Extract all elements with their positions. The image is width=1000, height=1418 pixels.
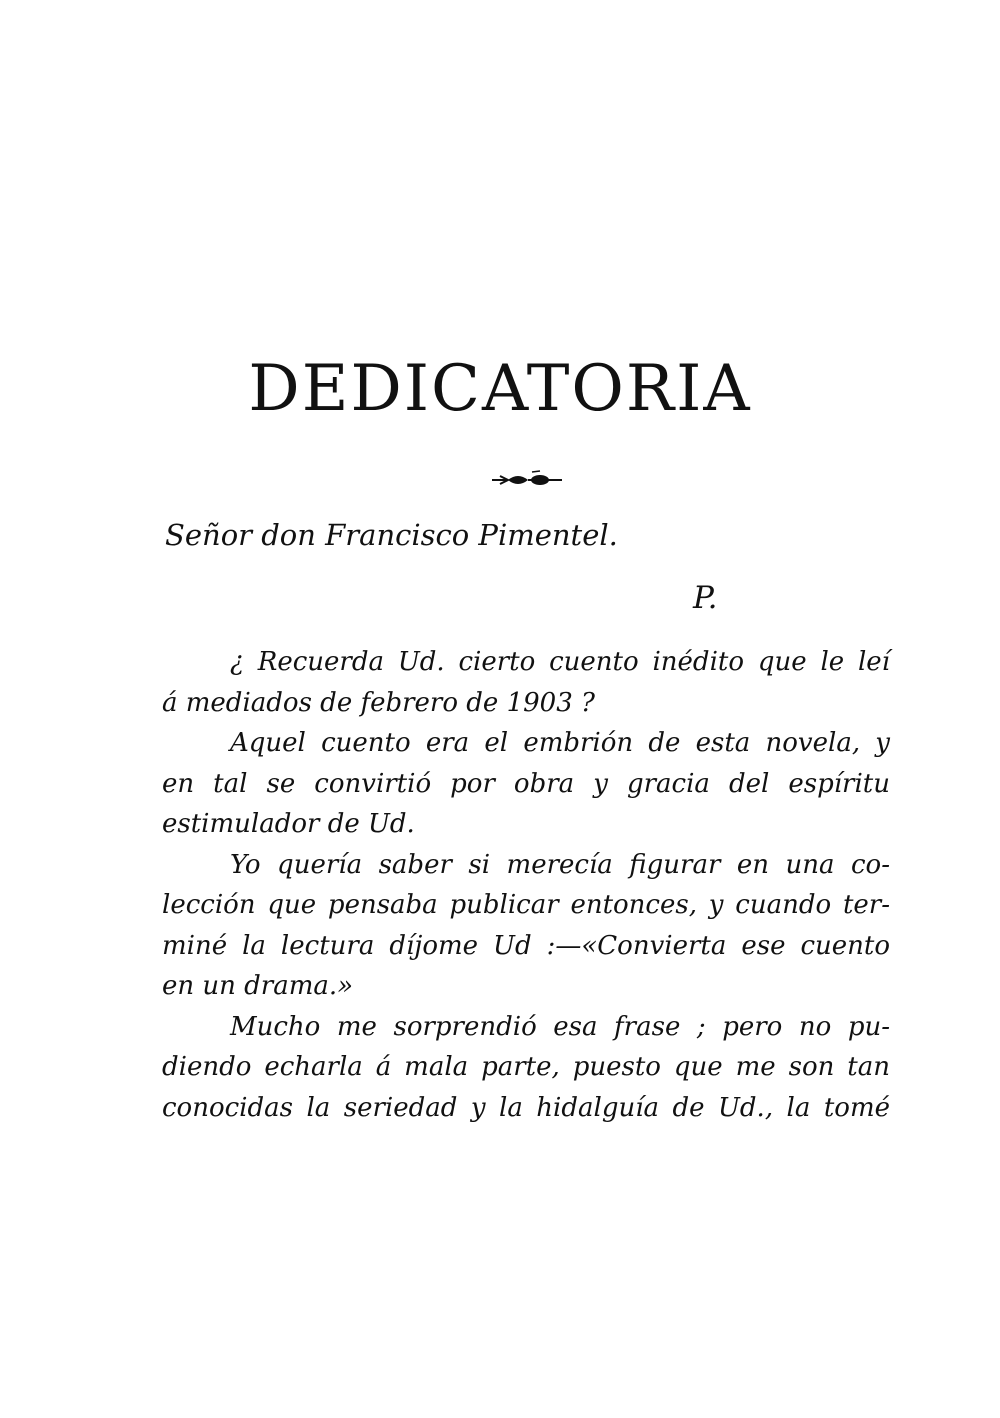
text-line: estimulador de Ud. xyxy=(162,809,415,839)
page-title: DEDICATORIA xyxy=(248,352,752,426)
paragraph xyxy=(162,845,890,1007)
text-line: diendo echarla á mala parte, puesto que me son tan xyxy=(162,1052,890,1082)
text-line: Mucho me sorprendió esa frase ; pero no pu- xyxy=(230,1011,890,1042)
text-line: á mediados de febrero de 1903 ? xyxy=(162,687,595,718)
text-line: ¿ Recuerda Ud. cierto cuento inédito que le leí xyxy=(230,647,890,677)
text-line: Yo quería saber si merecía figurar en una co- xyxy=(230,849,890,880)
fleuron-ornament-icon xyxy=(488,468,568,492)
text-line: lección que pensaba publicar entonces, y cuando ter- xyxy=(162,890,890,920)
text-line: en tal se convirtió por obra y gracia del espíritu xyxy=(162,768,890,799)
paragraph xyxy=(162,1007,890,1129)
initial-letter: P. xyxy=(693,580,718,616)
salutation: Señor don Francisco Pimentel. xyxy=(165,518,618,552)
text-line: en un drama.» xyxy=(162,971,354,1001)
text-line: Aquel cuento era el embrión de esta novela, y xyxy=(230,728,890,758)
text-line: conocidas la seriedad y la hidalguía de Ud., la tomé xyxy=(162,1092,890,1123)
paragraph xyxy=(162,723,890,845)
paragraph xyxy=(162,642,890,723)
dedication-body xyxy=(162,642,890,1128)
text-line: miné la lectura díjome Ud :—«Convierta ese cuento xyxy=(162,930,890,961)
